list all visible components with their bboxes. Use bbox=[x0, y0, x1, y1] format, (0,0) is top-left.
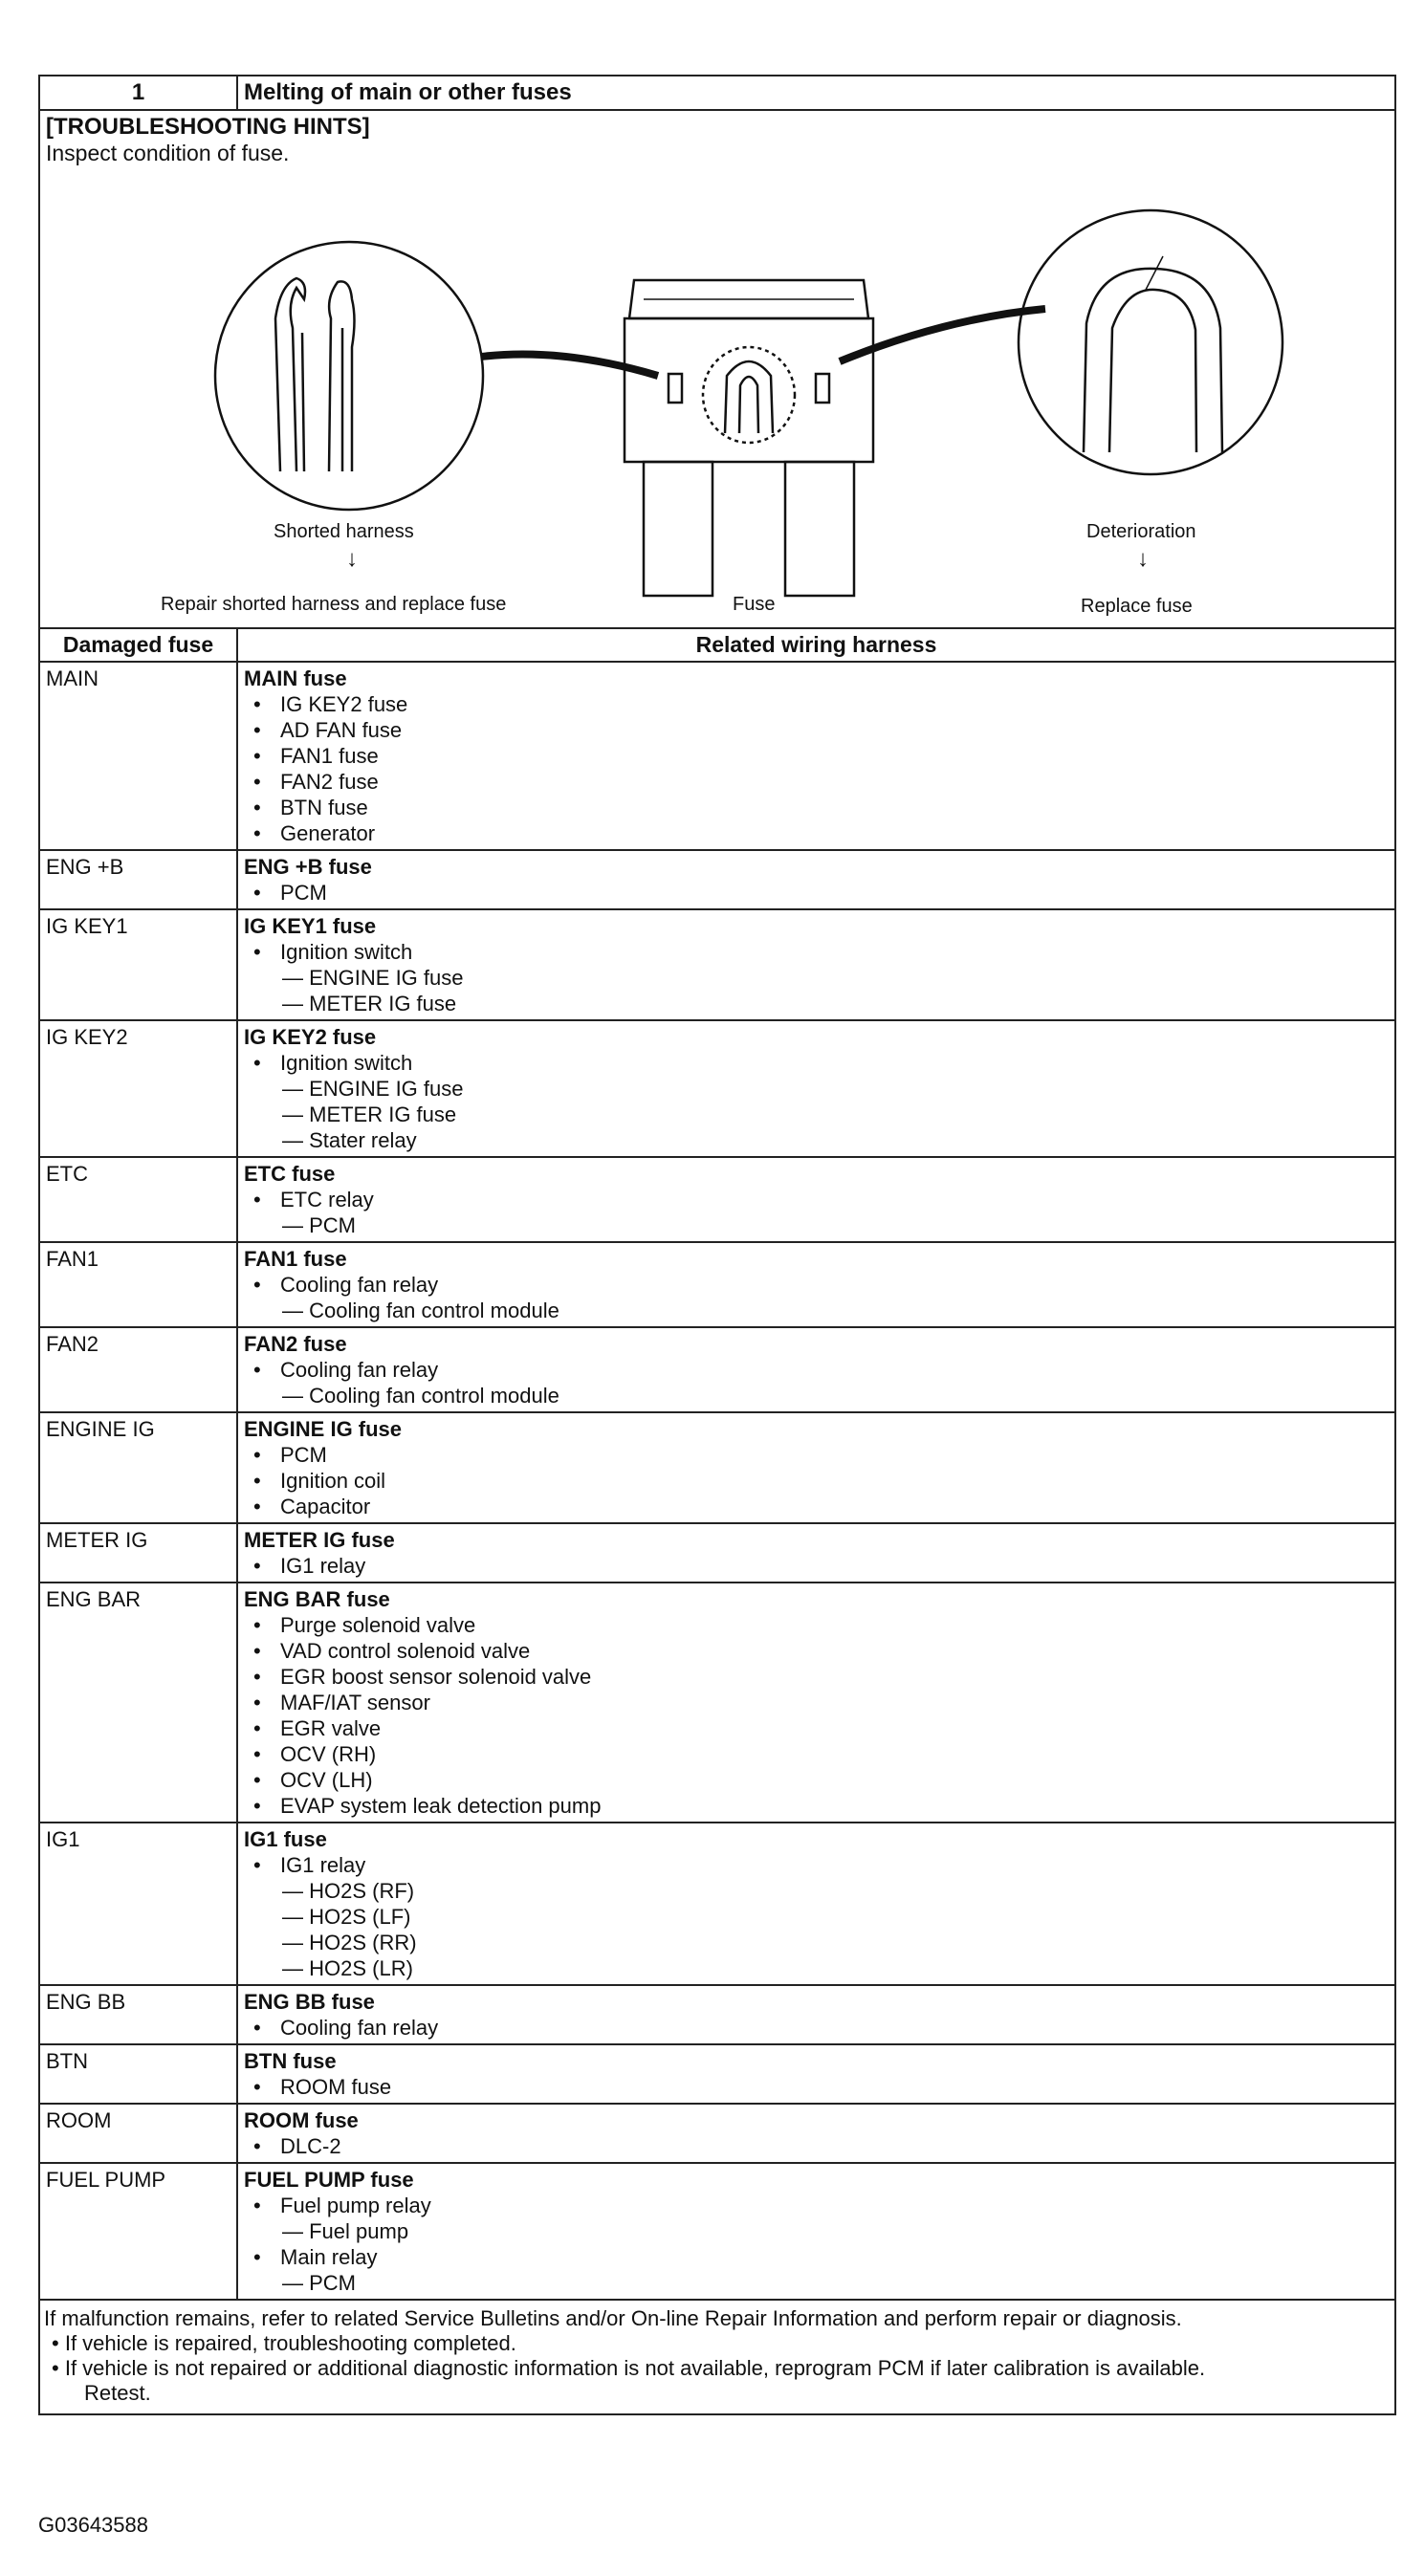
damaged-fuse-cell: FAN1 bbox=[39, 1242, 237, 1327]
damaged-fuse-cell: FAN2 bbox=[39, 1327, 237, 1412]
fuse-name: ENG BB fuse bbox=[244, 1990, 375, 2014]
harness-sub-item: — Fuel pump bbox=[282, 2219, 409, 2243]
related-harness-cell bbox=[237, 1020, 1395, 1157]
fuse-name: ENGINE IG fuse bbox=[244, 1417, 403, 1441]
harness-item-text: Cooling fan relay bbox=[280, 1358, 439, 1382]
fuse-name: BTN fuse bbox=[244, 2049, 337, 2073]
footer-instruction: If malfunction remains, refer to related Service Bulletins and/or On-line Repair Information and perform repair or diagnosis. bbox=[44, 2306, 1182, 2330]
table-row bbox=[39, 850, 1395, 909]
related-harness-cell bbox=[237, 1583, 1395, 1823]
damaged-fuse-cell: MAIN bbox=[39, 662, 237, 850]
fuse-name: IG KEY1 fuse bbox=[244, 914, 377, 938]
harness-item bbox=[244, 1690, 1389, 1715]
harness-item bbox=[244, 2193, 1389, 2218]
bullet-icon: • bbox=[253, 1665, 261, 1689]
bullet-icon: • bbox=[253, 1188, 261, 1212]
harness-item-text: Ignition switch bbox=[280, 1051, 413, 1075]
related-harness-cell bbox=[237, 1412, 1395, 1523]
harness-item-text: PCM bbox=[280, 1443, 327, 1467]
bullet-icon: • bbox=[253, 1358, 261, 1382]
table-row bbox=[39, 909, 1395, 1020]
harness-item bbox=[244, 2074, 1389, 2100]
harness-sub-item: — HO2S (RR) bbox=[282, 1931, 417, 1954]
table-row bbox=[39, 2104, 1395, 2163]
bullet-icon: • bbox=[253, 692, 261, 716]
harness-item-text: OCV (RH) bbox=[280, 1742, 377, 1766]
damaged-fuse-header: Damaged fuse bbox=[39, 628, 237, 662]
harness-sub-item: — ENGINE IG fuse bbox=[282, 1077, 464, 1101]
damaged-fuse-cell: ROOM bbox=[39, 2104, 237, 2163]
harness-sub-item: — PCM bbox=[282, 1213, 356, 1237]
harness-item-text: Ignition switch bbox=[280, 940, 413, 964]
bullet-icon: • bbox=[253, 718, 261, 742]
repair-action-label: Repair shorted harness and replace fuse bbox=[161, 594, 507, 615]
harness-item bbox=[244, 1741, 1389, 1767]
damaged-fuse-cell: IG KEY1 bbox=[39, 909, 237, 1020]
harness-sub-item: — METER IG fuse bbox=[282, 992, 457, 1015]
damaged-fuse-cell: ENG +B bbox=[39, 850, 237, 909]
bullet-icon: • bbox=[253, 1051, 261, 1075]
fuse-name: FAN1 fuse bbox=[244, 1247, 347, 1271]
harness-item-text: ETC relay bbox=[280, 1188, 374, 1212]
related-harness-cell bbox=[237, 909, 1395, 1020]
fuse-name: ETC fuse bbox=[244, 1162, 336, 1186]
hints-title: [TROUBLESHOOTING HINTS] bbox=[46, 114, 370, 140]
bullet-icon: • bbox=[253, 940, 261, 964]
harness-item bbox=[244, 1494, 1389, 1519]
footer-cell bbox=[39, 2300, 1395, 2414]
bullet-icon: • bbox=[253, 1691, 261, 1714]
bullet-icon: • bbox=[253, 821, 261, 845]
footer-bullet-text: If vehicle is repaired, troubleshooting completed. bbox=[64, 2331, 516, 2355]
table-header-row bbox=[39, 628, 1395, 662]
bullet-icon: • bbox=[253, 1613, 261, 1637]
damaged-fuse-cell: FUEL PUMP bbox=[39, 2163, 237, 2300]
harness-item bbox=[244, 880, 1389, 906]
troubleshooting-table bbox=[38, 75, 1396, 2415]
harness-item bbox=[244, 1767, 1389, 1793]
harness-item bbox=[244, 1612, 1389, 1638]
harness-item bbox=[244, 1272, 1389, 1298]
troubleshooting-sheet bbox=[38, 75, 1396, 2415]
bullet-icon: • bbox=[253, 1273, 261, 1297]
bullet-icon: • bbox=[253, 796, 261, 819]
harness-item-text: Fuel pump relay bbox=[280, 2194, 431, 2217]
hints-text: Inspect condition of fuse. bbox=[46, 141, 290, 165]
table-row bbox=[39, 1523, 1395, 1583]
harness-item-text: Cooling fan relay bbox=[280, 2016, 439, 2040]
harness-item bbox=[244, 1852, 1389, 1878]
harness-item-text: EGR valve bbox=[280, 1716, 382, 1740]
bullet-icon: • bbox=[253, 2075, 261, 2099]
damaged-fuse-cell: ENG BAR bbox=[39, 1583, 237, 1823]
fuse-name: MAIN fuse bbox=[244, 666, 347, 690]
bullet-icon: • bbox=[253, 770, 261, 794]
table-row bbox=[39, 1242, 1395, 1327]
related-harness-header: Related wiring harness bbox=[237, 628, 1395, 662]
harness-item bbox=[244, 1357, 1389, 1383]
harness-item-text: Purge solenoid valve bbox=[280, 1613, 476, 1637]
harness-item-text: IG KEY2 fuse bbox=[280, 692, 408, 716]
harness-item bbox=[244, 795, 1389, 820]
related-harness-cell bbox=[237, 850, 1395, 909]
harness-item-text: Main relay bbox=[280, 2245, 378, 2269]
harness-item-text: VAD control solenoid valve bbox=[280, 1639, 531, 1663]
table-row bbox=[39, 2044, 1395, 2104]
footer-row bbox=[39, 2300, 1395, 2414]
related-harness-cell bbox=[237, 662, 1395, 850]
harness-item bbox=[244, 1050, 1389, 1076]
table-row bbox=[39, 1823, 1395, 1985]
fuse-name: METER IG fuse bbox=[244, 1528, 395, 1552]
bullet-icon: • bbox=[253, 1794, 261, 1818]
harness-item bbox=[244, 1442, 1389, 1468]
harness-item-text: AD FAN fuse bbox=[280, 718, 403, 742]
bullet-icon: • bbox=[253, 1639, 261, 1663]
damaged-fuse-cell: ETC bbox=[39, 1157, 237, 1242]
bullet-icon: • bbox=[253, 1768, 261, 1792]
harness-sub-item: — HO2S (LR) bbox=[282, 1956, 413, 1980]
bullet-icon: • bbox=[253, 1742, 261, 1766]
related-harness-cell bbox=[237, 2044, 1395, 2104]
deterioration-label: Deterioration bbox=[1086, 521, 1196, 542]
harness-item-text: ROOM fuse bbox=[280, 2075, 392, 2099]
related-harness-cell bbox=[237, 2104, 1395, 2163]
bullet-icon: • bbox=[253, 1716, 261, 1740]
table-row bbox=[39, 1020, 1395, 1157]
table-row bbox=[39, 662, 1395, 850]
figure-code: G03643588 bbox=[38, 2513, 148, 2537]
damaged-fuse-cell: ENGINE IG bbox=[39, 1412, 237, 1523]
bullet-icon: • bbox=[253, 1443, 261, 1467]
harness-item bbox=[244, 2133, 1389, 2159]
bullet-icon: • bbox=[253, 1554, 261, 1578]
related-harness-cell bbox=[237, 1523, 1395, 1583]
shorted-harness-label: Shorted harness bbox=[274, 521, 414, 542]
harness-item-text: Cooling fan relay bbox=[280, 1273, 439, 1297]
step-header-row bbox=[39, 76, 1395, 110]
hints-row bbox=[39, 110, 1395, 628]
footer-bullet: • If vehicle is repaired, troubleshooting completed. bbox=[52, 2331, 516, 2355]
fuse-name: IG1 fuse bbox=[244, 1827, 327, 1851]
harness-item-text: FAN2 fuse bbox=[280, 770, 379, 794]
harness-item bbox=[244, 1468, 1389, 1494]
harness-item-text: EVAP system leak detection pump bbox=[280, 1794, 602, 1818]
footer-bullet: • If vehicle is not repaired or additional diagnostic information is not available, reprogram PCM if later calibration is available. bbox=[52, 2356, 1206, 2380]
harness-item-text: DLC-2 bbox=[280, 2134, 341, 2158]
harness-sub-item: — PCM bbox=[282, 2271, 356, 2295]
bullet-icon: • bbox=[253, 744, 261, 768]
table-row bbox=[39, 1157, 1395, 1242]
table-row bbox=[39, 2163, 1395, 2300]
harness-item bbox=[244, 1553, 1389, 1579]
fuse-label: Fuse bbox=[733, 594, 776, 615]
fuse-figure bbox=[46, 165, 1389, 624]
damaged-fuse-cell: ENG BB bbox=[39, 1985, 237, 2044]
related-harness-cell bbox=[237, 1242, 1395, 1327]
footer-bullet-continued: Retest. bbox=[84, 2381, 151, 2405]
harness-sub-item: — HO2S (LF) bbox=[282, 1905, 411, 1929]
fuse-name: ENG +B fuse bbox=[244, 855, 372, 879]
replace-action-label: Replace fuse bbox=[1081, 596, 1193, 617]
fuse-name: FUEL PUMP fuse bbox=[244, 2168, 414, 2192]
harness-item bbox=[244, 1638, 1389, 1664]
harness-item bbox=[244, 1664, 1389, 1690]
fuse-name: FAN2 fuse bbox=[244, 1332, 347, 1356]
harness-item-text: IG1 relay bbox=[280, 1853, 366, 1877]
bullet-icon: • bbox=[253, 2016, 261, 2040]
table-row bbox=[39, 1985, 1395, 2044]
harness-item-text: BTN fuse bbox=[280, 796, 368, 819]
down-arrow-icon: ↓ bbox=[1137, 546, 1149, 572]
harness-sub-item: — Cooling fan control module bbox=[282, 1384, 559, 1408]
step-title: Melting of main or other fuses bbox=[237, 76, 1395, 110]
bullet-icon: • bbox=[253, 1495, 261, 1518]
bullet-icon: • bbox=[253, 1469, 261, 1493]
harness-item bbox=[244, 1715, 1389, 1741]
down-arrow-icon: ↓ bbox=[346, 546, 358, 572]
harness-sub-item: — Stater relay bbox=[282, 1128, 417, 1152]
fuse-rows bbox=[39, 662, 1395, 2300]
harness-item bbox=[244, 1187, 1389, 1212]
harness-item-text: Ignition coil bbox=[280, 1469, 386, 1493]
harness-item bbox=[244, 2015, 1389, 2041]
bullet-icon: • bbox=[253, 2245, 261, 2269]
harness-item-text: Capacitor bbox=[280, 1495, 371, 1518]
related-harness-cell bbox=[237, 1327, 1395, 1412]
harness-item bbox=[244, 743, 1389, 769]
harness-item-text: FAN1 fuse bbox=[280, 744, 379, 768]
harness-sub-item: — ENGINE IG fuse bbox=[282, 966, 464, 990]
damaged-fuse-cell: IG1 bbox=[39, 1823, 237, 1985]
bullet-icon: • bbox=[253, 2194, 261, 2217]
fuse-name: IG KEY2 fuse bbox=[244, 1025, 377, 1049]
bullet-icon: • bbox=[253, 2134, 261, 2158]
hints-cell bbox=[39, 110, 1395, 628]
step-number: 1 bbox=[39, 76, 237, 110]
footer-bullet-text: If vehicle is not repaired or additional diagnostic information is not available, reprogram PCM if later calibration is available. bbox=[64, 2356, 1206, 2380]
harness-item-text: EGR boost sensor solenoid valve bbox=[280, 1665, 592, 1689]
bullet-icon: • bbox=[253, 1853, 261, 1877]
harness-item bbox=[244, 2244, 1389, 2270]
table-row bbox=[39, 1583, 1395, 1823]
related-harness-cell bbox=[237, 1985, 1395, 2044]
fuse-name: ENG BAR fuse bbox=[244, 1587, 390, 1611]
damaged-fuse-cell: BTN bbox=[39, 2044, 237, 2104]
damaged-fuse-cell: IG KEY2 bbox=[39, 1020, 237, 1157]
related-harness-cell bbox=[237, 1823, 1395, 1985]
bullet-icon: • bbox=[253, 881, 261, 905]
harness-item bbox=[244, 691, 1389, 717]
harness-item bbox=[244, 820, 1389, 846]
damaged-fuse-cell: METER IG bbox=[39, 1523, 237, 1583]
harness-item-text: IG1 relay bbox=[280, 1554, 366, 1578]
harness-item bbox=[244, 717, 1389, 743]
harness-item bbox=[244, 939, 1389, 965]
harness-sub-item: — HO2S (RF) bbox=[282, 1879, 415, 1903]
harness-item-text: Generator bbox=[280, 821, 376, 845]
harness-item-text: OCV (LH) bbox=[280, 1768, 373, 1792]
fuse-name: ROOM fuse bbox=[244, 2108, 359, 2132]
harness-item-text: MAF/IAT sensor bbox=[280, 1691, 430, 1714]
harness-item-text: PCM bbox=[280, 881, 327, 905]
fuse-illustration bbox=[46, 165, 1391, 624]
harness-sub-item: — METER IG fuse bbox=[282, 1102, 457, 1126]
table-row bbox=[39, 1327, 1395, 1412]
table-row bbox=[39, 1412, 1395, 1523]
related-harness-cell bbox=[237, 2163, 1395, 2300]
related-harness-cell bbox=[237, 1157, 1395, 1242]
harness-item bbox=[244, 1793, 1389, 1819]
harness-sub-item: — Cooling fan control module bbox=[282, 1299, 559, 1322]
harness-item bbox=[244, 769, 1389, 795]
